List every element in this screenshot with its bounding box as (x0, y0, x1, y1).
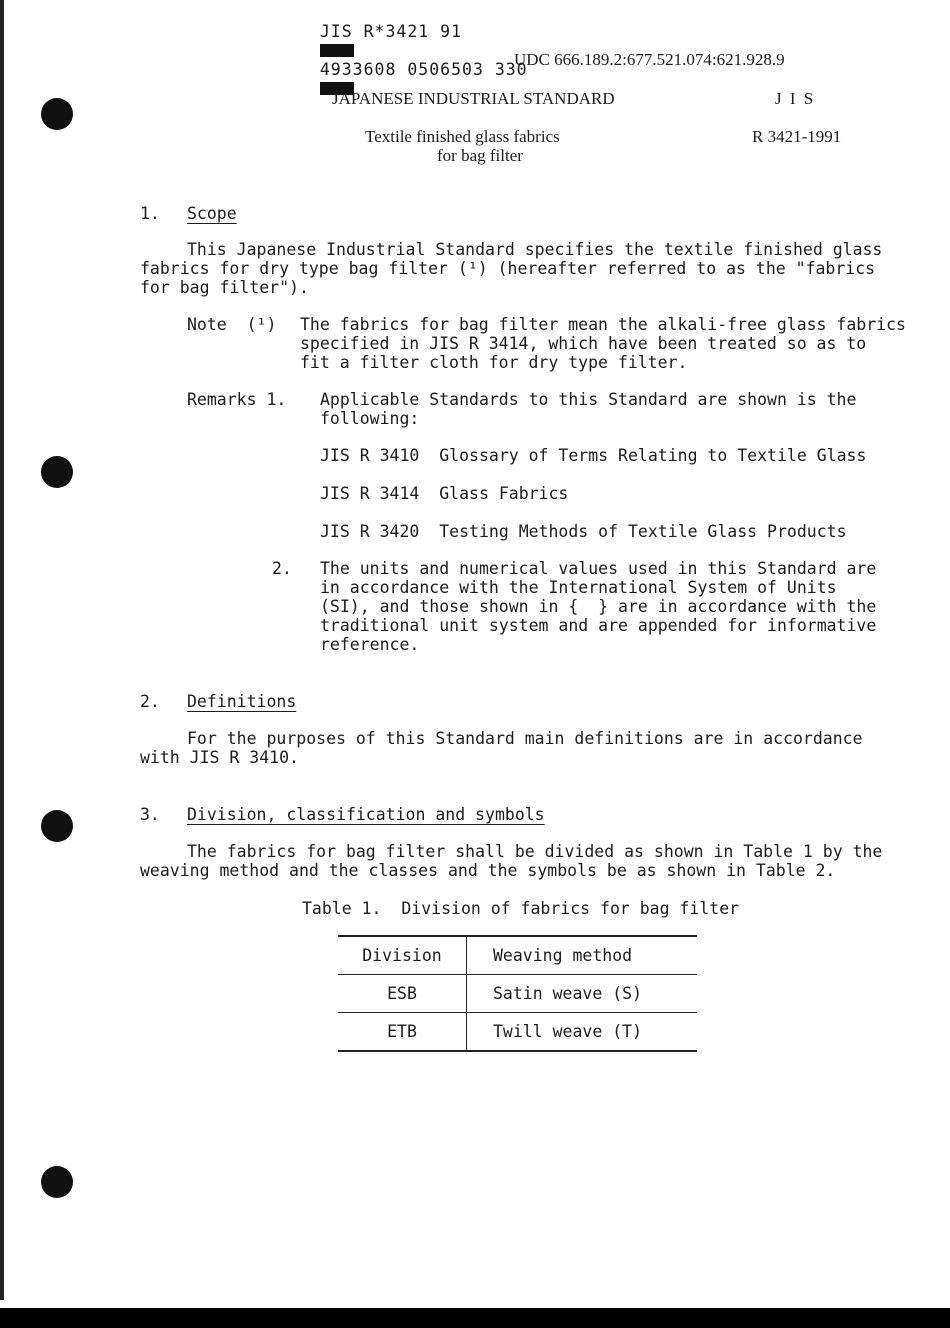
section-2-heading: Definitions (187, 692, 297, 711)
remark-2-label: 2. (272, 559, 292, 578)
document-code-header (298, 3, 528, 98)
remark-line: in accordance with the International System of Units (320, 578, 837, 597)
remark-line: reference. (320, 635, 420, 654)
paragraph-line: fabrics for dry type bag filter (¹) (hereafter referred to as the "fabrics (140, 259, 876, 278)
barcode-block (320, 44, 354, 57)
table-cell: Satin weave (S) (493, 984, 643, 1003)
remark-line: The units and numerical values used in this Standard are (320, 559, 877, 578)
code-part2: 4933608 0506503 330 (319, 60, 528, 79)
code-part1: JIS R*3421 91 (319, 22, 463, 41)
standard-ref (320, 446, 866, 465)
section-1-number: 1. (140, 204, 160, 223)
section-3-paragraph (140, 842, 882, 880)
paragraph-line: weaving method and the classes and the symbols be as shown in Table 2. (140, 861, 836, 880)
section-3-heading: Division, classification and symbols (187, 805, 545, 824)
punch-hole (41, 98, 73, 130)
standard-code: JIS R 3414 (320, 484, 420, 503)
title-line-2: for bag filter (437, 146, 523, 165)
remarks-label: Remarks 1. (187, 390, 287, 409)
section-1-paragraph (140, 240, 882, 297)
table-header-cell: Weaving method (493, 946, 633, 965)
table-cell: Twill weave (T) (493, 1022, 643, 1041)
title-line-1: Textile finished glass fabrics (365, 127, 560, 146)
table-cell: ESB (338, 975, 467, 1013)
remark-line: traditional unit system and are appended for informative (320, 616, 877, 635)
table-cell: ETB (338, 1013, 467, 1052)
paragraph-line: with JIS R 3410. (140, 748, 299, 767)
table-1 (338, 935, 697, 1052)
punch-hole (41, 456, 73, 488)
standard-title: Glossary of Terms Relating to Textile Glass (439, 446, 867, 465)
remark-line: Applicable Standards to this Standard are shown is the (320, 390, 857, 409)
section-2-paragraph (140, 729, 863, 767)
table-row (338, 1013, 697, 1052)
scan-left-edge (0, 0, 4, 1300)
paragraph-line: for bag filter"). (140, 278, 309, 297)
remark-line: (SI), and those shown in { } are in accordance with the (320, 597, 877, 616)
standard-ref (320, 484, 568, 503)
section-2-number: 2. (140, 692, 160, 711)
table-1-caption: Table 1. Division of fabrics for bag filter (302, 899, 740, 918)
punch-hole (41, 810, 73, 842)
note-line: fit a filter cloth for dry type filter. (300, 353, 688, 372)
remark-line: following: (320, 409, 420, 428)
remark-2-text (320, 559, 876, 654)
table-header-row (338, 936, 697, 975)
standard-code: JIS R 3420 (320, 522, 420, 541)
section-3-number: 3. (140, 805, 160, 824)
note-text (300, 315, 906, 372)
table-header-cell: Division (338, 936, 467, 975)
note-line: specified in JIS R 3414, which have been treated so as to (300, 334, 867, 353)
udc-number: UDC 666.189.2:677.521.074:621.928.9 (514, 50, 785, 69)
paragraph-line: For the purposes of this Standard main definitions are in accordance (187, 729, 863, 748)
standard-number: R 3421-1991 (752, 127, 842, 146)
standard-title: Glass Fabrics (439, 484, 569, 503)
punch-hole (41, 1166, 73, 1198)
scan-bottom-edge (0, 1308, 950, 1328)
table-row (338, 975, 697, 1013)
standard-name: JAPANESE INDUSTRIAL STANDARD (332, 89, 615, 108)
standard-ref (320, 522, 847, 541)
paragraph-line: The fabrics for bag filter shall be divided as shown in Table 1 by the (187, 842, 883, 861)
note-label: Note (¹) (187, 315, 277, 334)
standard-title: Testing Methods of Textile Glass Products (439, 522, 847, 541)
standard-code: JIS R 3410 (320, 446, 420, 465)
note-line: The fabrics for bag filter mean the alkali-free glass fabrics (300, 315, 906, 334)
jis-mark: J I S (775, 89, 816, 108)
remark-1-text (320, 390, 856, 428)
section-1-heading: Scope (187, 204, 237, 223)
paragraph-line: This Japanese Industrial Standard specifies the textile finished glass (187, 240, 883, 259)
